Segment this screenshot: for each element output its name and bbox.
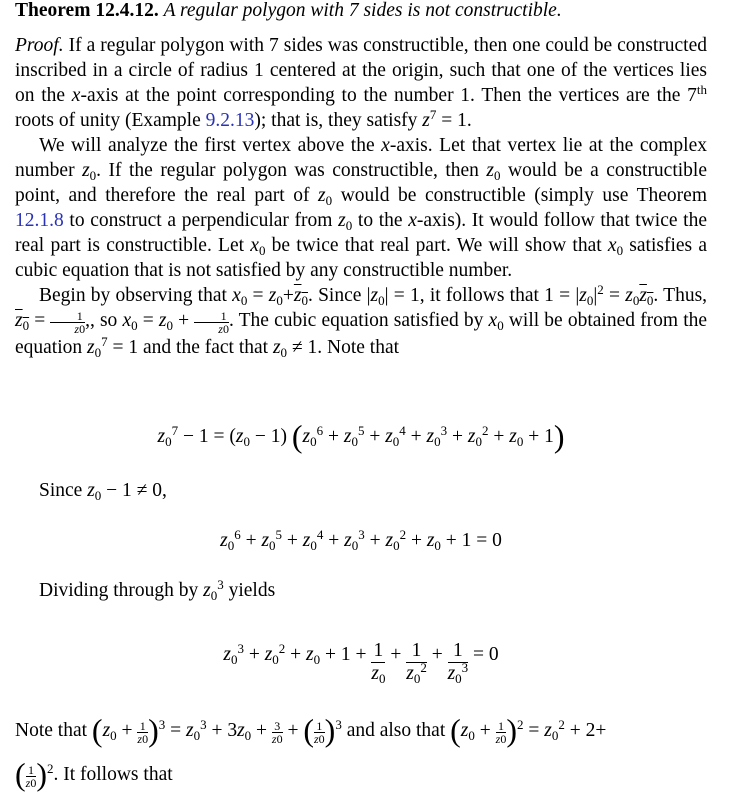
theorem-statement: A regular polygon with 7 sides is not constructible.: [163, 0, 562, 21]
proof-paragraph-2: We will analyze the first vertex above the x-axis. Let that vertex lie at the complex number $z_0$. If the regular polygon was constructible, then $z_0$ would be a constructible point, and therefore the real part of $z_0$ would be constructible (simply use Theorem 12.1.8 to construct a perpendicular from $z_0$ to the x-axis). It would follow that twice the real part is constructible. Let $x_0$ be twice that real part. We will show that $x_0$ satisfies a cubic equation that is not satisfied by any constructible number.: [15, 135, 707, 281]
proof-label: Proof.: [15, 35, 64, 56]
proof-paragraph-3: Begin by observing that $x_0 = z_0+z_0$. Since $|z_0| = 1$, it follows that $1 = |z_0|^2 = z_0z_0$. Thus, $z_0$ = $\frac{1}{z0}$ ,, so $x_0 = z_0$ + $\frac{1}{z0}$ . The cubic equation satisfied by $x_0$ will be obtained from the equation $z_0^7 = 1$ and the fact that $z_0 \ne 1$. Note that: [15, 282, 708, 360]
theorem-label: Theorem 12.4.12.: [15, 0, 159, 21]
theorem-link[interactable]: 12.1.8: [15, 210, 64, 231]
note-line: Note that ($z_0$ + $\frac{1}{z0}$ )$^3 = z_0^3 + 3z_0$ + $\frac{3}{z0}$ + ( $\frac{1}{z0}$ )$^3$ and also that ($z_0$ + $\frac{1}{z0}$ )$^2 = z_0^2 + 2+$: [15, 712, 607, 748]
equation-divided: $z_0^3 + z_0^2 + z_0 + 1$ + $\frac{1}{z_0}$ + $\frac{1}{z_0^2}$ + $\frac{1}{z_0^3} = 0$: [223, 640, 499, 686]
dividing-line: Dividing through by $z_0^3$ yields: [39, 577, 276, 603]
follows-line: ( $\frac{1}{z0}$ )$^2$. It follows that: [15, 756, 173, 792]
equation-sixth-degree: $z_0^6 + z_0^5 + z_0^4 + z_0^3 + z_0^2 + z_0 + 1 = 0$: [220, 527, 502, 553]
equation-factorization: $z_0^7 - 1 = (z_0 - 1) (z_0^6 + z_0^5 + z_0^4 + z_0^3 + z_0^2 + z_0 + 1)$: [157, 418, 565, 454]
proof-paragraph-1: Proof. If a regular polygon with 7 sides was constructible, then one could be constructed inscribed in a circle of radius 1 centered at the origin, such that one of the vertices lies on the x-axis at the point corresponding to the number 1. Then the vertices are the 7th roots of unity (Example 9.2.13); that is, they satisfy $z^7 = 1$.: [15, 35, 707, 131]
example-link[interactable]: 9.2.13: [205, 110, 255, 131]
theorem-heading: [15, 0, 707, 23]
since-line: Since $z_0 - 1 \ne 0$,: [39, 480, 167, 503]
page: [15, 0, 708, 792]
